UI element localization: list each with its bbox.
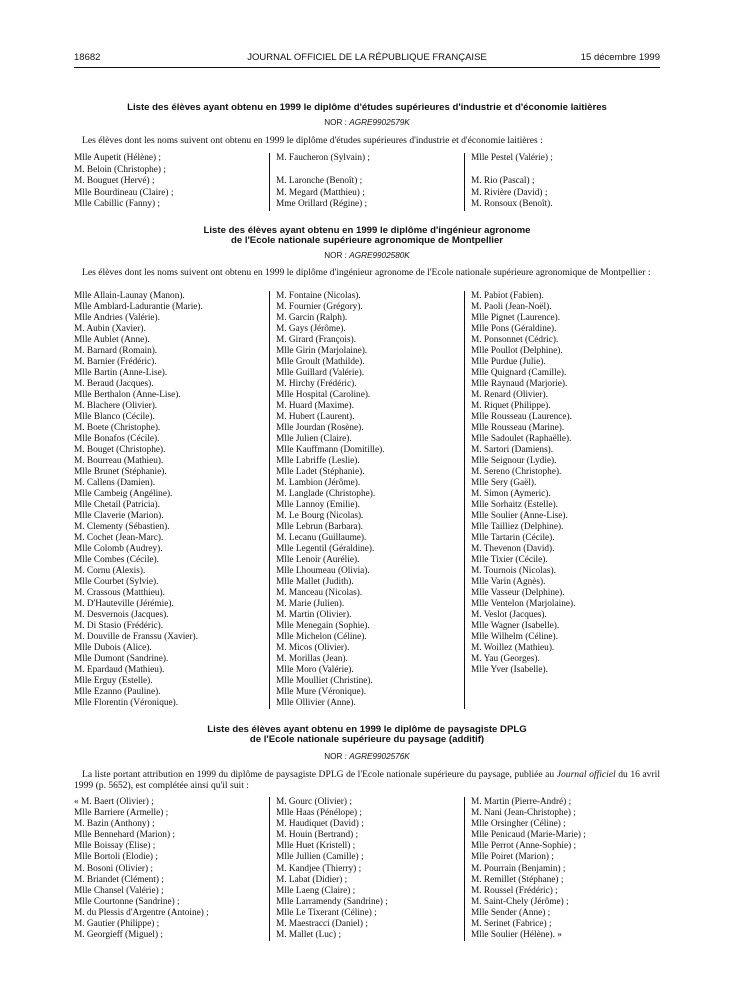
list-item: Mlle Pons (Géraldine). bbox=[471, 324, 557, 334]
list-item: « M. Baert (Olivier) ; bbox=[74, 797, 154, 807]
list-item: Mlle Jourdan (Rosène). bbox=[276, 423, 364, 433]
journal-title: JOURNAL OFFICIEL DE LA RÉPUBLIQUE FRANÇAISE bbox=[247, 52, 487, 63]
list-item: Mlle Mure (Véronique). bbox=[276, 687, 367, 697]
list-item: Mlle Menegain (Sophie). bbox=[276, 621, 370, 631]
list-item: M. Megard (Matthieu) ; bbox=[276, 187, 365, 198]
list-item: M. Fournier (Grégory). bbox=[276, 302, 363, 312]
list-item: M. Pabiot (Fabien). bbox=[471, 291, 544, 301]
list-item: Mlle Ventelon (Marjolaine). bbox=[471, 599, 576, 609]
list-item: Mlle Sorhaitz (Estelle). bbox=[471, 500, 559, 510]
list-item: M. Sartori (Damiens). bbox=[471, 445, 554, 455]
list-item: M. Blachere (Olivier). bbox=[74, 401, 158, 411]
section-title-line: Liste des élèves ayant obtenu en 1999 le diplôme d'ingénieur agronome bbox=[203, 225, 531, 236]
list-item: Mlle Bartin (Anne-Lise). bbox=[74, 368, 168, 378]
intro-text: du 16 avril 1999 (p. 5652), est complétée ainsi qu'il suit : bbox=[74, 769, 660, 791]
list-item: Mlle Rousseau (Laurence). bbox=[471, 412, 572, 422]
list-item: Mlle Lebrun (Barbara). bbox=[276, 522, 363, 532]
list-item: Mlle Sadoulet (Raphaëlle). bbox=[471, 434, 572, 444]
name-column bbox=[269, 153, 464, 211]
section-intro: Les élèves dont les noms suivent ont obtenu en 1999 le diplôme d'études supérieures d'industrie et d'économie laitières : bbox=[82, 135, 543, 146]
list-item: Mlle Bonafos (Cécile). bbox=[74, 434, 160, 444]
list-item: Mlle Courbet (Sylvie). bbox=[74, 577, 159, 587]
list-item: M. Barnier (Frédéric). bbox=[74, 357, 157, 367]
list-item: Mlle Labriffe (Leslie). bbox=[276, 456, 360, 466]
list-item: Mlle Pignet (Laurence). bbox=[471, 313, 561, 323]
list-item: Mlle Claverie (Marion). bbox=[74, 511, 164, 521]
section-intro: Les élèves dont les noms suivent ont obtenu en 1999 le diplôme d'ingénieur agronome de l'Ecole nationale supérieure agronomique de Montpellier : bbox=[82, 267, 651, 278]
list-item: Mlle Larramendy (Sandrine) ; bbox=[276, 896, 388, 907]
name-column bbox=[464, 797, 659, 941]
list-item: M. Simon (Aymeric). bbox=[471, 489, 551, 499]
list-item: Mlle Jullien (Camille) ; bbox=[276, 852, 364, 863]
list-item bbox=[276, 165, 464, 177]
list-item: M. Sereno (Christophe). bbox=[471, 467, 562, 477]
list-item: Mlle Chansel (Valérie) ; bbox=[74, 885, 164, 896]
name-column bbox=[269, 291, 464, 709]
list-item: Mlle Lenoir (Aurélie). bbox=[276, 555, 360, 565]
list-item: M. Hirchy (Frédéric). bbox=[276, 379, 357, 389]
list-item: Mlle Colomb (Audrey). bbox=[74, 544, 163, 554]
list-item: M. Tournois (Nicolas). bbox=[471, 566, 556, 576]
list-item: Mlle Pestel (Valérie) ; bbox=[471, 153, 553, 163]
list-item: Mlle Vasseur (Delphine). bbox=[471, 588, 565, 598]
list-item: Mlle Quignard (Camille). bbox=[471, 368, 567, 378]
intro-text: La liste portant attribution en 1999 du diplôme de paysagiste DPLG de l'Ecole nationale supérieure du paysage, publiée au bbox=[82, 769, 557, 780]
name-column bbox=[74, 153, 269, 211]
list-item: M. Yau (Georges). bbox=[471, 654, 540, 664]
list-item: M. Beraud (Jacques). bbox=[74, 379, 154, 389]
list-item: M. Hubert (Laurent). bbox=[276, 412, 355, 422]
list-item: M. Bazin (Anthony) ; bbox=[74, 819, 155, 830]
list-item: M. Bouget (Christophe). bbox=[74, 445, 166, 455]
section-title-line: de l'Ecole nationale supérieure agronomique de Montpellier bbox=[230, 235, 504, 246]
list-item: M. Renard (Olivier). bbox=[471, 390, 548, 400]
list-item: Mlle Raynaud (Marjorie). bbox=[471, 379, 568, 389]
list-item: Mlle Varin (Agnès). bbox=[471, 577, 546, 587]
list-item: Mlle Le Tixerant (Céline) ; bbox=[276, 907, 377, 918]
list-item: Mlle Andries (Valérie). bbox=[74, 313, 160, 323]
list-item: M. Nani (Jean-Christophe) ; bbox=[471, 808, 576, 819]
list-item: M. Mallet (Luc) ; bbox=[276, 930, 342, 941]
list-item: Mlle Kauffmann (Domitille). bbox=[276, 445, 385, 455]
page-header bbox=[74, 52, 660, 68]
list-item: M. Morillas (Jean). bbox=[276, 654, 348, 664]
list-item: M. Douville de Franssu (Xavier). bbox=[74, 632, 198, 642]
header-rule bbox=[74, 67, 660, 68]
list-item: Mlle Michelon (Céline). bbox=[276, 632, 367, 642]
list-item: M. Marie (Julien). bbox=[276, 599, 345, 609]
list-item: Mlle Chetail (Patricia). bbox=[74, 500, 160, 510]
list-item: M. Martin (Pierre-André) ; bbox=[471, 797, 572, 807]
list-item: Mlle Florentin (Véronique). bbox=[74, 698, 179, 708]
list-item: M. Boete (Christophe). bbox=[74, 423, 161, 433]
list-item: M. Faucheron (Sylvain) ; bbox=[276, 153, 370, 163]
nor-reference bbox=[74, 251, 660, 260]
list-item: Mlle Rousseau (Marine). bbox=[471, 423, 565, 433]
list-item: M. Clementy (Sébastien). bbox=[74, 522, 170, 532]
list-item: Mlle Wilhelm (Céline). bbox=[471, 632, 558, 642]
list-item: M. Aubin (Xavier). bbox=[74, 324, 146, 334]
list-item: M. Pourrain (Benjamin) ; bbox=[471, 863, 566, 874]
list-item: M. Veslot (Jacques). bbox=[471, 610, 547, 620]
page-number: 18682 bbox=[74, 52, 101, 63]
list-item: M. Desvernois (Jacques). bbox=[74, 610, 169, 620]
list-item: M. Paoli (Jean-Noël). bbox=[471, 302, 552, 312]
nor-label: NOR : bbox=[324, 752, 347, 761]
list-item: M. Houin (Bertrand) ; bbox=[276, 830, 359, 841]
list-item: Mlle Seignour (Lydie). bbox=[471, 456, 557, 466]
list-item: M. Rio (Pascal) ; bbox=[471, 176, 535, 186]
list-item: Mme Orillard (Régine) ; bbox=[276, 199, 368, 209]
nor-code: AGRE9902576K bbox=[349, 752, 410, 761]
list-item: Mlle Huet (Kristell) ; bbox=[276, 841, 356, 852]
name-column bbox=[269, 797, 464, 941]
list-item: Mlle Brunet (Stéphanie). bbox=[74, 467, 167, 477]
list-item: M. Ponsonnet (Cédric). bbox=[471, 335, 559, 345]
list-item: M. Haudiquet (David) ; bbox=[276, 819, 364, 830]
list-item: M. Briandet (Clément) ; bbox=[74, 874, 164, 885]
name-column bbox=[464, 153, 659, 211]
list-item: M. Callens (Damien). bbox=[74, 478, 156, 488]
list-item: M. Remillet (Stéphane) ; bbox=[471, 874, 564, 885]
list-item: M. Fontaine (Nicolas). bbox=[276, 291, 361, 301]
list-item: Mlle Moulliet (Christine). bbox=[276, 676, 373, 686]
list-item: Mlle Haas (Pénélope) ; bbox=[276, 808, 362, 819]
list-item: Mlle Bennehard (Marion) ; bbox=[74, 830, 175, 841]
list-item: Mlle Lhoumeau (Olivia). bbox=[276, 566, 370, 576]
list-item: M. Crassous (Matthieu). bbox=[74, 588, 165, 598]
list-item: M. Barnard (Romain). bbox=[74, 346, 158, 356]
list-item: Mlle Tailliez (Delphine). bbox=[471, 522, 564, 532]
list-item: Mlle Soulier (Hélène). » bbox=[471, 930, 562, 941]
list-item: Mlle Laeng (Claire) ; bbox=[276, 885, 356, 896]
section-title-line: de l'Ecole nationale supérieure du paysage (additif) bbox=[249, 734, 485, 745]
list-item: M. Thevenon (David). bbox=[471, 544, 555, 554]
list-item: Mlle Cabillic (Fanny) ; bbox=[74, 199, 160, 209]
list-item: M. Beloin (Christophe) ; bbox=[74, 164, 166, 175]
list-item: Mlle Combes (Cécile). bbox=[74, 555, 159, 565]
list-item: Mlle Blanco (Cécile). bbox=[74, 412, 155, 422]
list-item: M. Micos (Olivier). bbox=[276, 643, 350, 653]
issue-date: 15 décembre 1999 bbox=[580, 52, 660, 63]
list-item: M. Lecanu (Guillaume). bbox=[276, 533, 367, 543]
list-item: Mlle Perrot (Anne-Sophie) ; bbox=[471, 841, 577, 852]
list-item: Mlle Ladet (Stéphanie). bbox=[276, 467, 365, 477]
list-item: Mlle Soulier (Anne-Lise). bbox=[471, 511, 568, 521]
list-item: Mlle Bourdineau (Claire) ; bbox=[74, 187, 174, 198]
list-item: M. Gays (Jérôme). bbox=[276, 324, 346, 334]
list-item: M. Gourc (Olivier) ; bbox=[276, 797, 352, 807]
name-column bbox=[464, 291, 659, 709]
list-item: Mlle Cambeig (Angéline). bbox=[74, 489, 173, 499]
list-item: Mlle Hospital (Caroline). bbox=[276, 390, 371, 400]
list-item: Mlle Poiret (Marion) ; bbox=[471, 852, 554, 863]
list-item: M. Laronche (Benoît) ; bbox=[276, 176, 363, 186]
list-item: Mlle Courtonne (Sandrine) ; bbox=[74, 896, 180, 907]
list-item: M. Kandjee (Thierry) ; bbox=[276, 863, 362, 874]
list-item: Mlle Lannoy (Emilie). bbox=[276, 500, 360, 510]
list-item: Mlle Girin (Marjolaine). bbox=[276, 346, 368, 356]
list-item: M. Maestracci (Daniel) ; bbox=[276, 919, 368, 930]
list-item: M. Bosoni (Olivier) ; bbox=[74, 863, 154, 874]
list-item: M. Ronsoux (Benoît). bbox=[471, 199, 553, 209]
list-item: Mlle Sery (Gaël). bbox=[471, 478, 537, 488]
list-item: Mlle Ezanno (Pauline). bbox=[74, 687, 161, 697]
list-item: M. Serinet (Fabrice) ; bbox=[471, 919, 552, 930]
list-item: M. Huard (Maxime). bbox=[276, 401, 354, 411]
list-item: M. Cornu (Alexis). bbox=[74, 566, 146, 576]
list-item: M. Garcin (Ralph). bbox=[276, 313, 348, 323]
list-item: Mlle Amblard-Ladurantie (Marie). bbox=[74, 302, 203, 312]
list-item: M. Georgieff (Miguel) ; bbox=[74, 930, 163, 941]
list-item: Mlle Moro (Valérie). bbox=[276, 665, 354, 675]
journal-reference: Journal officiel bbox=[556, 769, 616, 780]
list-item: M. du Plessis d'Argentre (Antoine) ; bbox=[74, 907, 209, 918]
list-item: Mlle Wagner (Isabelle). bbox=[471, 621, 560, 631]
list-item: Mlle Barriere (Armelle) ; bbox=[74, 808, 169, 819]
list-item: M. Langlade (Christophe). bbox=[276, 489, 376, 499]
name-column bbox=[74, 291, 269, 709]
list-item: Mlle Dumont (Sandrine). bbox=[74, 654, 169, 664]
list-item: Mlle Boissay (Elise) ; bbox=[74, 841, 156, 852]
list-item: M. Le Bourg (Nicolas). bbox=[276, 511, 364, 521]
name-columns bbox=[74, 797, 660, 941]
nor-reference bbox=[74, 752, 660, 761]
section-title bbox=[74, 725, 660, 745]
list-item: Mlle Mallet (Judith). bbox=[276, 577, 354, 587]
list-item: Mlle Bortoli (Elodie) ; bbox=[74, 852, 158, 863]
list-item: M. Epardaud (Mathieu). bbox=[74, 665, 165, 675]
nor-label: NOR : bbox=[324, 118, 347, 127]
name-columns bbox=[74, 153, 660, 211]
list-item: M. Saint-Chely (Jérôme) ; bbox=[471, 896, 569, 907]
list-item: M. D'Hauteville (Jérémie). bbox=[74, 599, 174, 609]
list-item: M. Rivière (David) ; bbox=[471, 187, 548, 198]
name-columns bbox=[74, 291, 660, 709]
list-item: Mlle Legentil (Géraldine). bbox=[276, 544, 375, 554]
list-item: Mlle Penicaud (Marie-Marie) ; bbox=[471, 830, 586, 841]
name-column bbox=[74, 797, 269, 941]
list-item: M. Roussel (Frédéric) ; bbox=[471, 885, 558, 896]
list-item: Mlle Sender (Anne) ; bbox=[471, 907, 551, 918]
list-item: M. Woillez (Mathieu). bbox=[471, 643, 555, 653]
list-item: M. Bourreau (Mathieu). bbox=[74, 456, 164, 466]
list-item: Mlle Julien (Claire). bbox=[276, 434, 352, 444]
nor-code: AGRE9902580K bbox=[349, 251, 410, 260]
list-item: Mlle Poullot (Delphine). bbox=[471, 346, 563, 356]
nor-reference bbox=[74, 118, 660, 127]
list-item: M. Cochet (Jean-Marc). bbox=[74, 533, 164, 543]
list-item: Mlle Groult (Mathilde). bbox=[276, 357, 365, 367]
list-item: Mlle Allain-Launay (Manon). bbox=[74, 291, 185, 301]
list-item: Mlle Guillard (Valérie). bbox=[276, 368, 365, 378]
list-item: Mlle Tartarin (Cécile). bbox=[471, 533, 555, 543]
section-intro bbox=[74, 770, 660, 791]
list-item: Mlle Orsingher (Céline) ; bbox=[471, 819, 566, 830]
list-item: M. Riquet (Philippe). bbox=[471, 401, 551, 411]
list-item: Mlle Aublet (Anne). bbox=[74, 335, 150, 345]
list-item bbox=[471, 165, 659, 177]
list-item: Mlle Purdue (Julie). bbox=[471, 357, 546, 367]
section-title bbox=[74, 226, 660, 246]
list-item: M. Manceau (Nicolas). bbox=[276, 588, 363, 598]
list-item: M. Girard (François). bbox=[276, 335, 357, 345]
section-title-line: Liste des élèves ayant obtenu en 1999 le diplôme de paysagiste DPLG bbox=[207, 724, 527, 735]
nor-label: NOR : bbox=[324, 251, 347, 260]
section-title: Liste des élèves ayant obtenu en 1999 le diplôme d'études supérieures d'industrie et d'économie laitières bbox=[127, 102, 607, 113]
list-item: M. Martin (Olivier). bbox=[276, 610, 352, 620]
list-item: Mlle Tixier (Cécile). bbox=[471, 555, 548, 565]
list-item: Mlle Berthalon (Anne-Lise). bbox=[74, 390, 181, 400]
list-item: Mlle Yver (Isabelle). bbox=[471, 665, 548, 675]
list-item: M. Gautier (Philippe) ; bbox=[74, 919, 160, 930]
list-item: M. Bouguet (Hervé) ; bbox=[74, 176, 155, 186]
list-item: Mlle Ollivier (Anne). bbox=[276, 698, 356, 708]
list-item: M. Labat (Didier) ; bbox=[276, 874, 348, 885]
list-item: M. Lambion (Jérôme). bbox=[276, 478, 361, 488]
list-item: Mlle Dubois (Alice). bbox=[74, 643, 152, 653]
list-item: Mlle Aupetit (Hélène) ; bbox=[74, 153, 162, 163]
list-item: M. Di Stasio (Frédéric). bbox=[74, 621, 164, 631]
nor-code: AGRE9902579K bbox=[349, 118, 410, 127]
list-item: Mlle Erguy (Estelle). bbox=[74, 676, 153, 686]
